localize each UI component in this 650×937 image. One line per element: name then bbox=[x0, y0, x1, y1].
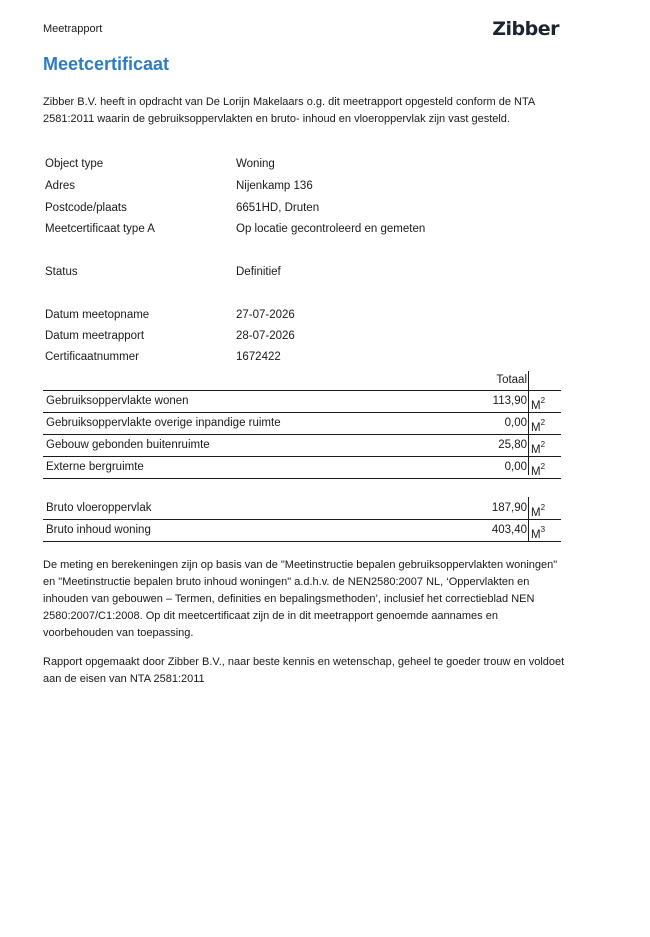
row-unit: $M^2$ bbox=[531, 396, 546, 412]
row-label: Gebruiksoppervlakte overige inpandige ruimte bbox=[46, 417, 281, 429]
row-value: 113,90 bbox=[492, 395, 527, 407]
table-rule bbox=[43, 478, 561, 479]
row-value: 0,00 bbox=[504, 417, 527, 429]
intro-text: Zibber B.V. heeft in opdracht van De Lorijn Makelaars o.g. dit meetrapport opgesteld conform de NTA 2581:2011 waarin de gebruiksoppervlakten en bruto- inhoud en vloeroppervlak zijn vast gesteld. bbox=[43, 96, 535, 125]
info-value: 27-07-2026 bbox=[236, 309, 295, 321]
row-label: Gebouw gebonden buitenruimte bbox=[46, 439, 210, 451]
row-label: Bruto inhoud woning bbox=[46, 524, 151, 536]
row-unit: $M^3$ bbox=[531, 525, 546, 541]
row-label: Gebruiksoppervlakte wonen bbox=[46, 395, 189, 407]
row-unit: $M^2$ bbox=[531, 462, 546, 478]
info-label: Certificaatnummer bbox=[45, 351, 139, 363]
column-header-totaal: Totaal bbox=[496, 374, 527, 386]
table-row bbox=[43, 498, 561, 519]
row-value: 403,40 bbox=[491, 524, 527, 536]
row-value: 25,80 bbox=[498, 439, 527, 451]
row-value: 0,00 bbox=[504, 461, 527, 473]
closing-paragraph: Rapport opgemaakt door Zibber B.V., naar beste kennis en wetenschap, geheel te goeder trouw en voldoet aan de eisen van NTA 2581:2011 bbox=[43, 656, 565, 685]
info-value: Op locatie gecontroleerd en gemeten bbox=[236, 223, 426, 235]
table-rule bbox=[43, 541, 561, 542]
info-value: Definitief bbox=[236, 266, 281, 278]
info-label: Postcode/plaats bbox=[45, 202, 127, 214]
info-label: Status bbox=[45, 266, 78, 278]
zibber-logo: Zibber bbox=[492, 18, 559, 40]
info-value: 28-07-2026 bbox=[236, 330, 295, 342]
row-unit: $M^2$ bbox=[531, 418, 546, 434]
row-label: Externe bergruimte bbox=[46, 461, 144, 473]
info-label: Datum meetrapport bbox=[45, 330, 145, 342]
methodology-paragraph: De meting en berekeningen zijn op basis van de "Meetinstructie bepalen gebruiksoppervlakten woningen" en "Meetinstructie bepalen bruto inhoud woningen" a.d.h.v. de NEN2580:2007 NL, ‘Oppervlakten en inhouden van gebouwen – Termen, definities en bepalingsmethoden’, inclusief het correctieblad NEN 2580:2007/C1:2008. Op dit meetcertificaat zijn de in dit meetrapport genoemde aannames en voorbehouden van toepassing. bbox=[43, 559, 558, 639]
row-unit: $M^2$ bbox=[531, 503, 546, 519]
table-row bbox=[43, 520, 561, 541]
table-row bbox=[43, 413, 561, 434]
table-row bbox=[43, 457, 561, 478]
header-label: Meetrapport bbox=[43, 23, 103, 35]
info-value: Woning bbox=[236, 158, 275, 170]
row-unit: $M^2$ bbox=[531, 440, 546, 456]
info-value: 6651HD, Druten bbox=[236, 202, 320, 214]
info-label: Meetcertificaat type A bbox=[45, 223, 155, 235]
row-value: 187,90 bbox=[491, 502, 527, 514]
info-value: 1672422 bbox=[236, 351, 281, 363]
table-row bbox=[43, 391, 561, 412]
info-value: Nijenkamp 136 bbox=[236, 180, 313, 192]
info-label: Adres bbox=[45, 180, 76, 192]
row-label: Bruto vloeroppervlak bbox=[46, 502, 152, 514]
table-row bbox=[43, 435, 561, 456]
page-title: Meetcertificaat bbox=[43, 54, 170, 74]
info-label: Object type bbox=[45, 158, 104, 170]
info-label: Datum meetopname bbox=[45, 309, 150, 321]
